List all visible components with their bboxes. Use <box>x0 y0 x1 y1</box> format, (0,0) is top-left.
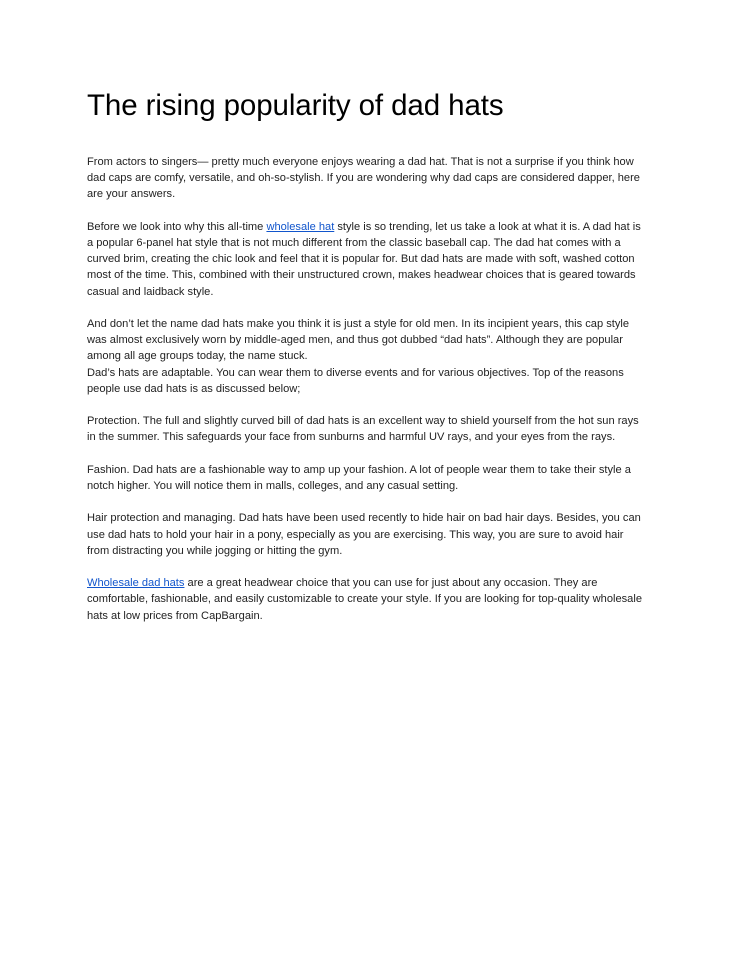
fashion-paragraph <box>87 462 647 494</box>
definition-paragraph <box>87 219 647 300</box>
name-origin-paragraph <box>87 316 647 365</box>
page-title: The rising popularity of dad hats <box>87 89 504 122</box>
definition-text-before: Before we look into why this all-time <box>87 220 267 233</box>
intro-text: From actors to singers— pretty much everyone enjoys wearing a dad hat. That is not a surprise if you think how dad caps are comfy, versatile, and oh-so-stylish. If you are wondering why dad caps are considered dapper, here are your answers. <box>87 156 640 201</box>
hair-paragraph <box>87 510 647 559</box>
wholesale-hat-link[interactable]: wholesale hat <box>266 220 335 233</box>
hair-text: Hair protection and managing. Dad hats have been used recently to hide hair on bad hair days. Besides, you can use dad hats to hold your hair in a pony, especially as you are exercising. This way, you are sure to avoid hair from distracting you while jogging or hitting the gym. <box>87 512 641 557</box>
conclusion-paragraph <box>87 575 647 624</box>
wholesale-dad-hats-link[interactable]: Wholesale dad hats <box>87 577 185 590</box>
fashion-text: Fashion. Dad hats are a fashionable way to amp up your fashion. A lot of people wear them to take their style a notch higher. You will notice them in malls, colleges, and any casual setting. <box>87 463 631 492</box>
conclusion-text: are a great headwear choice that you can use for just about any occasion. They are comfortable, fashionable, and easily customizable to create your style. If you are looking for top-quality wholesale hats at low prices from CapBargain. <box>87 577 642 622</box>
name-origin-text: And don’t let the name dad hats make you think it is just a style for old men. In its incipient years, this cap style was almost exclusively worn by middle-aged men, and thus got dubbed “dad hats”. Although they are popular among all age groups today, the name stuck. <box>87 318 630 363</box>
intro-paragraph <box>87 154 647 203</box>
adaptable-paragraph <box>87 365 647 397</box>
protection-text: Protection. The full and slightly curved bill of dad hats is an excellent way to shield yourself from the hot sun rays in the summer. This safeguards your face from sunburns and harmful UV rays, and your eyes from the rays. <box>87 415 639 444</box>
protection-paragraph <box>87 413 647 445</box>
adaptable-text: Dad’s hats are adaptable. You can wear them to diverse events and for various objectives. Top of the reasons people use dad hats is as discussed below; <box>87 366 624 395</box>
document-page <box>87 86 647 640</box>
definition-text-after: style is so trending, let us take a look at what it is. A dad hat is a popular 6-panel hat style that is not much different from the classic baseball cap. The dad hat comes with a curved brim, creating the chic look and feel that it is popular for. But dad hats are made with soft, washed cotton most of the time. This, combined with their unstructured crown, makes headwear choices that is geared towards casual and laidback style. <box>87 220 641 298</box>
